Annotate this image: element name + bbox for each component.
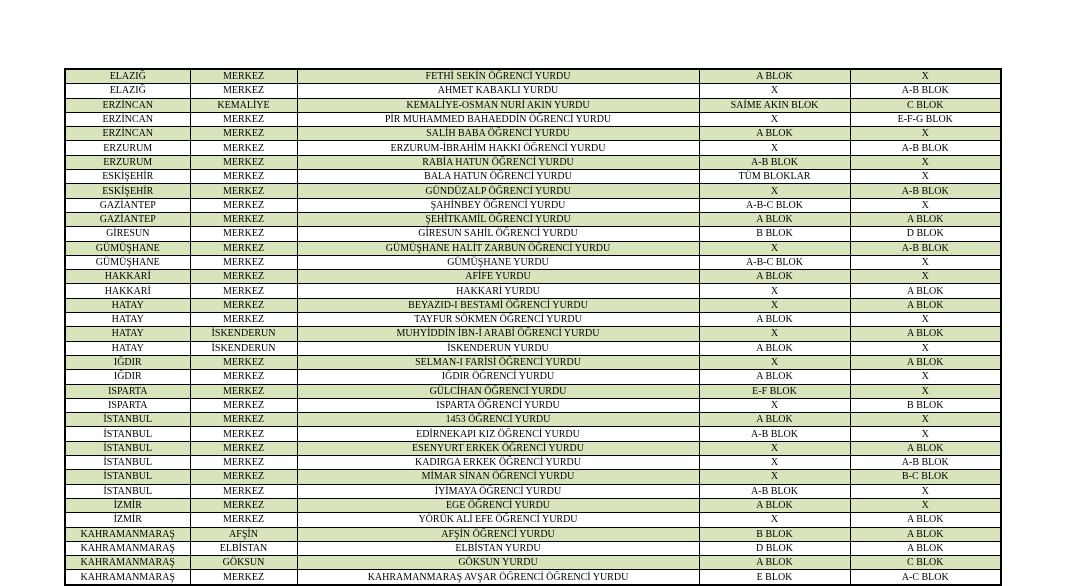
dormitory-name-cell: PİR MUHAMMED BAHAEDDİN ÖĞRENCİ YURDU <box>297 112 699 126</box>
district-cell: MERKEZ <box>190 470 297 484</box>
table-row <box>65 456 1001 470</box>
district-cell: MERKEZ <box>190 84 297 98</box>
block-col2-cell: A-C BLOK <box>850 570 1001 585</box>
province-cell: İZMİR <box>65 513 190 527</box>
province-cell: GAZİANTEP <box>65 212 190 226</box>
block-col1-cell: A BLOK <box>699 556 850 570</box>
dormitory-name-cell: BEYAZID-I BESTAMİ ÖĞRENCİ YURDU <box>297 298 699 312</box>
dormitory-name-cell: KADIRGA ERKEK ÖĞRENCİ YURDU <box>297 456 699 470</box>
block-col2-cell: D BLOK <box>850 227 1001 241</box>
block-col2-cell: X <box>850 413 1001 427</box>
district-cell: MERKEZ <box>190 184 297 198</box>
block-col1-cell: X <box>699 241 850 255</box>
table-row <box>65 212 1001 226</box>
block-col1-cell: SAİME AKIN BLOK <box>699 98 850 112</box>
table-row <box>65 327 1001 341</box>
district-cell: MERKEZ <box>190 355 297 369</box>
dormitory-name-cell: ISPARTA ÖĞRENCİ YURDU <box>297 398 699 412</box>
dormitory-name-cell: GÜNDÜZALP ÖĞRENCİ YURDU <box>297 184 699 198</box>
dormitory-name-cell: ELBİSTAN YURDU <box>297 541 699 555</box>
district-cell: MERKEZ <box>190 127 297 141</box>
table-row <box>65 427 1001 441</box>
table-row <box>65 298 1001 312</box>
table-row <box>65 498 1001 512</box>
district-cell: MERKEZ <box>190 170 297 184</box>
province-cell: GÜMÜŞHANE <box>65 255 190 269</box>
dormitory-name-cell: EDİRNEKAPI KIZ ÖĞRENCİ YURDU <box>297 427 699 441</box>
district-cell: MERKEZ <box>190 198 297 212</box>
dormitory-name-cell: GÜMÜŞHANE HALİT ZARBUN ÖĞRENCİ YURDU <box>297 241 699 255</box>
table-row <box>65 413 1001 427</box>
block-col1-cell: A BLOK <box>699 498 850 512</box>
province-cell: IĞDIR <box>65 370 190 384</box>
block-col1-cell: X <box>699 112 850 126</box>
block-col2-cell: C BLOK <box>850 556 1001 570</box>
table-row <box>65 227 1001 241</box>
district-cell: MERKEZ <box>190 141 297 155</box>
table-row <box>65 284 1001 298</box>
block-col2-cell: E-F-G BLOK <box>850 112 1001 126</box>
dormitory-name-cell: GİRESUN SAHİL ÖĞRENCİ YURDU <box>297 227 699 241</box>
province-cell: ISPARTA <box>65 384 190 398</box>
dormitory-name-cell: MUHYİDDİN İBN-İ ARABİ ÖĞRENCİ YURDU <box>297 327 699 341</box>
dormitory-name-cell: GÜMÜŞHANE YURDU <box>297 255 699 269</box>
province-cell: İSTANBUL <box>65 456 190 470</box>
province-cell: HATAY <box>65 341 190 355</box>
province-cell: ISPARTA <box>65 398 190 412</box>
dormitory-name-cell: KEMALİYE-OSMAN NURİ AKIN YURDU <box>297 98 699 112</box>
province-cell: HAKKARİ <box>65 284 190 298</box>
province-cell: GAZİANTEP <box>65 198 190 212</box>
block-col1-cell: A BLOK <box>699 413 850 427</box>
district-cell: MERKEZ <box>190 155 297 169</box>
block-col2-cell: X <box>850 341 1001 355</box>
district-cell: MERKEZ <box>190 298 297 312</box>
table-row <box>65 527 1001 541</box>
block-col1-cell: A-B BLOK <box>699 427 850 441</box>
block-col2-cell: A BLOK <box>850 441 1001 455</box>
block-col2-cell: A BLOK <box>850 298 1001 312</box>
table-row <box>65 441 1001 455</box>
table-row <box>65 341 1001 355</box>
block-col2-cell: B-C BLOK <box>850 470 1001 484</box>
table-row <box>65 69 1001 84</box>
district-cell: MERKEZ <box>190 255 297 269</box>
province-cell: ERZURUM <box>65 155 190 169</box>
table-row <box>65 241 1001 255</box>
dormitory-name-cell: ŞAHİNBEY ÖĞRENCİ YURDU <box>297 198 699 212</box>
block-col1-cell: X <box>699 284 850 298</box>
block-col1-cell: X <box>699 298 850 312</box>
block-col1-cell: A-B-C BLOK <box>699 198 850 212</box>
block-col1-cell: A BLOK <box>699 341 850 355</box>
block-col2-cell: A BLOK <box>850 355 1001 369</box>
table-row <box>65 313 1001 327</box>
district-cell: MERKEZ <box>190 484 297 498</box>
block-col1-cell: A BLOK <box>699 270 850 284</box>
province-cell: KAHRAMANMARAŞ <box>65 527 190 541</box>
district-cell: MERKEZ <box>190 513 297 527</box>
block-col2-cell: A BLOK <box>850 327 1001 341</box>
province-cell: ERZİNCAN <box>65 98 190 112</box>
district-cell: GÖKSUN <box>190 556 297 570</box>
block-col2-cell: X <box>850 198 1001 212</box>
block-col1-cell: A BLOK <box>699 212 850 226</box>
block-col2-cell: X <box>850 370 1001 384</box>
block-col2-cell: A-B BLOK <box>850 141 1001 155</box>
block-col2-cell: A-B BLOK <box>850 241 1001 255</box>
block-col2-cell: X <box>850 155 1001 169</box>
province-cell: İSTANBUL <box>65 413 190 427</box>
block-col2-cell: X <box>850 69 1001 84</box>
block-col1-cell: X <box>699 398 850 412</box>
dormitory-name-cell: RABİA HATUN ÖĞRENCİ YURDU <box>297 155 699 169</box>
district-cell: AFŞİN <box>190 527 297 541</box>
dormitory-table-body <box>65 69 1001 585</box>
province-cell: GİRESUN <box>65 227 190 241</box>
district-cell: MERKEZ <box>190 441 297 455</box>
table-row <box>65 198 1001 212</box>
dormitory-name-cell: AFŞİN ÖĞRENCİ YURDU <box>297 527 699 541</box>
block-col2-cell: X <box>850 427 1001 441</box>
block-col2-cell: A BLOK <box>850 212 1001 226</box>
district-cell: MERKEZ <box>190 112 297 126</box>
table-row <box>65 541 1001 555</box>
province-cell: ELAZIĞ <box>65 69 190 84</box>
block-col1-cell: X <box>699 355 850 369</box>
table-row <box>65 556 1001 570</box>
dormitory-name-cell: SALİH BABA ÖĞRENCİ YURDU <box>297 127 699 141</box>
block-col1-cell: A BLOK <box>699 127 850 141</box>
block-col2-cell: X <box>850 484 1001 498</box>
block-col2-cell: X <box>850 313 1001 327</box>
district-cell: İSKENDERUN <box>190 341 297 355</box>
province-cell: ERZİNCAN <box>65 127 190 141</box>
province-cell: ESKİŞEHİR <box>65 184 190 198</box>
block-col2-cell: A-B BLOK <box>850 184 1001 198</box>
province-cell: KAHRAMANMARAŞ <box>65 556 190 570</box>
district-cell: MERKEZ <box>190 498 297 512</box>
province-cell: HAKKARİ <box>65 270 190 284</box>
block-col2-cell: A-B BLOK <box>850 456 1001 470</box>
province-cell: HATAY <box>65 313 190 327</box>
block-col1-cell: X <box>699 513 850 527</box>
dormitory-name-cell: KAHRAMANMARAŞ AVŞAR ÖĞRENCİ ÖĞRENCİ YURDU <box>297 570 699 585</box>
block-col2-cell: X <box>850 498 1001 512</box>
block-col1-cell: X <box>699 327 850 341</box>
province-cell: GÜMÜŞHANE <box>65 241 190 255</box>
district-cell: İSKENDERUN <box>190 327 297 341</box>
block-col2-cell: A BLOK <box>850 284 1001 298</box>
province-cell: ELAZIĞ <box>65 84 190 98</box>
block-col2-cell: X <box>850 270 1001 284</box>
dormitory-name-cell: BALA HATUN ÖĞRENCİ YURDU <box>297 170 699 184</box>
district-cell: MERKEZ <box>190 413 297 427</box>
block-col2-cell: X <box>850 255 1001 269</box>
dormitory-table <box>64 68 1002 586</box>
table-row <box>65 355 1001 369</box>
dormitory-name-cell: YÖRÜK ALİ EFE ÖĞRENCİ YURDU <box>297 513 699 527</box>
dormitory-name-cell: GÜLCİHAN ÖĞRENCİ YURDU <box>297 384 699 398</box>
block-col1-cell: X <box>699 456 850 470</box>
district-cell: MERKEZ <box>190 212 297 226</box>
dormitory-name-cell: 1453 ÖĞRENCİ YURDU <box>297 413 699 427</box>
dormitory-name-cell: ESENYURT ERKEK ÖĞRENCİ YURDU <box>297 441 699 455</box>
dormitory-name-cell: ERZURUM-İBRAHİM HAKKI ÖĞRENCİ YURDU <box>297 141 699 155</box>
district-cell: KEMALİYE <box>190 98 297 112</box>
block-col1-cell: A BLOK <box>699 69 850 84</box>
block-col1-cell: D BLOK <box>699 541 850 555</box>
block-col1-cell: X <box>699 184 850 198</box>
block-col1-cell: A-B-C BLOK <box>699 255 850 269</box>
table-row <box>65 155 1001 169</box>
province-cell: İSTANBUL <box>65 427 190 441</box>
block-col1-cell: E BLOK <box>699 570 850 585</box>
district-cell: MERKEZ <box>190 456 297 470</box>
district-cell: MERKEZ <box>190 241 297 255</box>
block-col2-cell: B BLOK <box>850 398 1001 412</box>
province-cell: ERZURUM <box>65 141 190 155</box>
block-col2-cell: A-B BLOK <box>850 84 1001 98</box>
district-cell: ELBİSTAN <box>190 541 297 555</box>
block-col2-cell: X <box>850 127 1001 141</box>
dormitory-name-cell: FETHİ SEKİN ÖĞRENCİ YURDU <box>297 69 699 84</box>
block-col1-cell: X <box>699 441 850 455</box>
dormitory-name-cell: İSKENDERUN YURDU <box>297 341 699 355</box>
table-row <box>65 513 1001 527</box>
dormitory-name-cell: ŞEHİTKAMİL ÖĞRENCİ YURDU <box>297 212 699 226</box>
table-row <box>65 484 1001 498</box>
block-col2-cell: A BLOK <box>850 541 1001 555</box>
table-row <box>65 370 1001 384</box>
dormitory-name-cell: GÖKSUN YURDU <box>297 556 699 570</box>
table-row <box>65 127 1001 141</box>
table-row <box>65 470 1001 484</box>
table-row <box>65 398 1001 412</box>
table-row <box>65 255 1001 269</box>
district-cell: MERKEZ <box>190 284 297 298</box>
province-cell: KAHRAMANMARAŞ <box>65 570 190 585</box>
district-cell: MERKEZ <box>190 398 297 412</box>
block-col1-cell: A BLOK <box>699 370 850 384</box>
block-col1-cell: TÜM BLOKLAR <box>699 170 850 184</box>
block-col2-cell: X <box>850 170 1001 184</box>
block-col1-cell: A-B BLOK <box>699 484 850 498</box>
province-cell: IĞDIR <box>65 355 190 369</box>
district-cell: MERKEZ <box>190 313 297 327</box>
table-row <box>65 98 1001 112</box>
block-col1-cell: E-F BLOK <box>699 384 850 398</box>
block-col2-cell: X <box>850 384 1001 398</box>
dormitory-name-cell: AFİFE YURDU <box>297 270 699 284</box>
province-cell: KAHRAMANMARAŞ <box>65 541 190 555</box>
province-cell: İSTANBUL <box>65 470 190 484</box>
district-cell: MERKEZ <box>190 427 297 441</box>
province-cell: HATAY <box>65 327 190 341</box>
table-row <box>65 112 1001 126</box>
spreadsheet-page <box>64 68 1000 586</box>
block-col1-cell: X <box>699 470 850 484</box>
block-col2-cell: C BLOK <box>850 98 1001 112</box>
table-row <box>65 84 1001 98</box>
table-row <box>65 184 1001 198</box>
dormitory-name-cell: SELMAN-I FARİSİ ÖĞRENCİ YURDU <box>297 355 699 369</box>
province-cell: ESKİŞEHİR <box>65 170 190 184</box>
district-cell: MERKEZ <box>190 384 297 398</box>
dormitory-name-cell: EGE ÖĞRENCİ YURDU <box>297 498 699 512</box>
block-col1-cell: B BLOK <box>699 227 850 241</box>
block-col2-cell: A BLOK <box>850 527 1001 541</box>
dormitory-name-cell: MİMAR SİNAN ÖĞRENCİ YURDU <box>297 470 699 484</box>
block-col1-cell: X <box>699 141 850 155</box>
dormitory-name-cell: HAKKARİ YURDU <box>297 284 699 298</box>
table-row <box>65 570 1001 585</box>
dormitory-name-cell: İYİMAYA ÖĞRENCİ YURDU <box>297 484 699 498</box>
table-row <box>65 270 1001 284</box>
district-cell: MERKEZ <box>190 370 297 384</box>
district-cell: MERKEZ <box>190 227 297 241</box>
province-cell: HATAY <box>65 298 190 312</box>
block-col2-cell: A BLOK <box>850 513 1001 527</box>
province-cell: ERZİNCAN <box>65 112 190 126</box>
dormitory-name-cell: TAYFUR SÖKMEN ÖĞRENCİ YURDU <box>297 313 699 327</box>
district-cell: MERKEZ <box>190 570 297 585</box>
dormitory-name-cell: AHMET KABAKLI YURDU <box>297 84 699 98</box>
district-cell: MERKEZ <box>190 270 297 284</box>
block-col1-cell: X <box>699 84 850 98</box>
table-row <box>65 141 1001 155</box>
table-row <box>65 384 1001 398</box>
table-row <box>65 170 1001 184</box>
block-col1-cell: A-B BLOK <box>699 155 850 169</box>
block-col1-cell: B BLOK <box>699 527 850 541</box>
province-cell: İSTANBUL <box>65 484 190 498</box>
dormitory-name-cell: IĞDIR ÖĞRENCİ YURDU <box>297 370 699 384</box>
province-cell: İSTANBUL <box>65 441 190 455</box>
province-cell: İZMİR <box>65 498 190 512</box>
district-cell: MERKEZ <box>190 69 297 84</box>
block-col1-cell: A BLOK <box>699 313 850 327</box>
